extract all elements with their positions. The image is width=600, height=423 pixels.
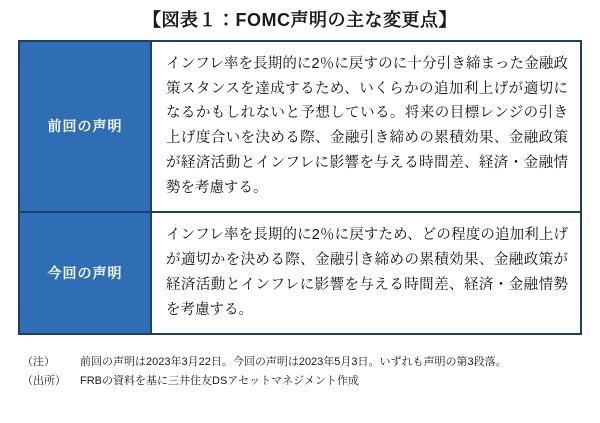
comparison-table-container: [18, 40, 582, 335]
footnote-source-text: FRBの資料を基に三井住友DSアセットマネジメント作成: [80, 375, 359, 388]
footnote-note-label: （注）: [22, 355, 55, 368]
comparison-table: [20, 42, 580, 333]
row-label-previous-statement: 前回の声明: [20, 42, 151, 213]
row-label-current-statement: 今回の声明: [20, 212, 151, 333]
table-row: [20, 212, 580, 333]
footnotes: [22, 353, 582, 392]
table-row: [20, 42, 580, 213]
row-body-current-statement: [151, 212, 580, 333]
row-body-previous-statement: [151, 42, 580, 213]
footnote-note-text: 前回の声明は2023年3月22日。今回の声明は2023年5月3日。いずれも声明の第3段落。: [80, 355, 507, 368]
statement-text-current: インフレ率を長期的に2％に戻すため、どの程度の追加利上げが適切かを決める際、金融引き締めの累積効果、金融政策が経済活動とインフレに影響を与える時間差、経済・金融情勢を考慮する。: [166, 227, 568, 319]
footnote-source-label: （出所）: [22, 375, 66, 388]
statement-text-previous: インフレ率を長期的に2％に戻すのに十分引き締まった金融政策スタンスを達成するため、いくらかの追加利上げが適切になるかもしれないと予想している。将来の目標レンジの引き上げ度合いを決める際、金融引き締めの累積効果、金融政策が経済活動とインフレに影響を与える時間差、経済・金融情勢を考慮する。: [166, 55, 568, 197]
footnote-note: [22, 353, 582, 372]
footnote-source: [22, 372, 582, 391]
page-title: 【図表１：FOMC声明の主な変更点】: [143, 10, 457, 30]
